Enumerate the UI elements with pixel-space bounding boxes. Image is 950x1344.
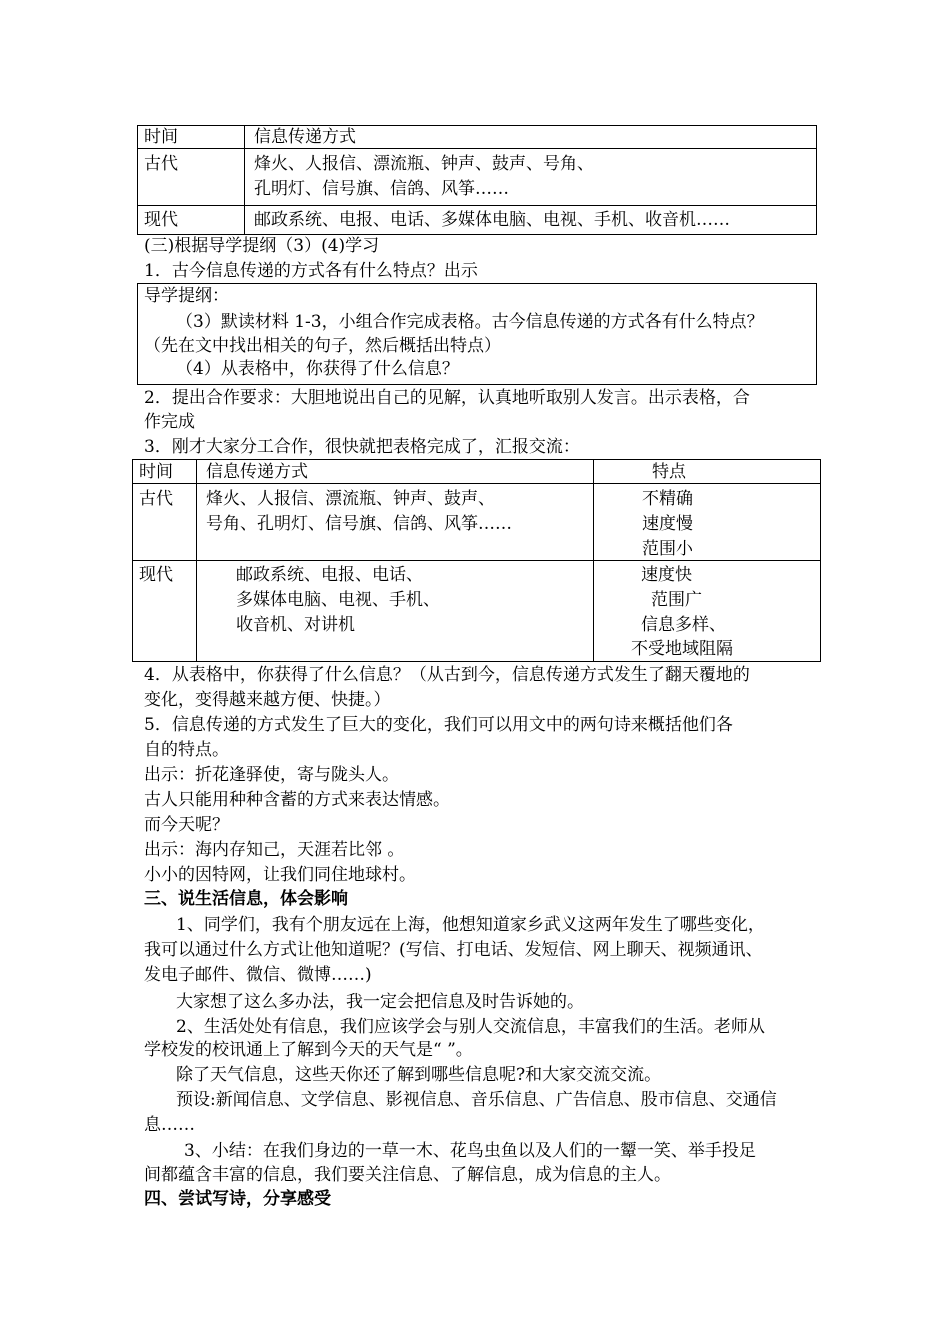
paragraph-1-line: 1、同学们，我有个朋友远在上海，他想知道家乡武义这两年发生了哪些变化， [176, 915, 765, 935]
paragraph-2c-line: 息…… [144, 1115, 195, 1135]
table-2-col-divider [593, 459, 594, 661]
guide-box-line: （先在文中找出相关的句子，然后概括出特点） [144, 336, 501, 356]
question-4-line: 变化，变得越来越方便、快捷。） [144, 690, 391, 710]
table-1-col-divider [244, 125, 245, 234]
table-2-modern-trait: 速度快 [641, 565, 692, 585]
table-2-ancient-method: 烽火、人报信、漂流瓶、钟声、鼓声、 [206, 489, 495, 509]
table-1-modern-line: 邮政系统、电报、电话、多媒体电脑、电视、手机、收音机…… [254, 210, 730, 230]
table-2-header-method: 信息传递方式 [206, 462, 308, 482]
paragraph-3-line: 3、小结：在我们身边的一草一木、花鸟虫鱼以及人们的一颦一笑、举手投足 [184, 1141, 756, 1161]
paragraph-1-line: 我可以通过什么方式让他知道呢？(写信、打电话、发短信、网上聊天、视频通讯、 [144, 940, 763, 960]
table-2-modern-label: 现代 [139, 565, 173, 585]
paragraph-2c-line: 预设:新闻信息、文学信息、影视信息、音乐信息、广告信息、股市信息、交通信 [176, 1090, 777, 1110]
table-1-ancient-line: 孔明灯、信号旗、信鸽、风筝…… [254, 179, 509, 199]
paragraph-1-line: 发电子邮件、微信、微博……) [144, 965, 372, 985]
guide-box-line: （3）默读材料 1-3，小组合作完成表格。古今信息传递的方式各有什么特点？ [176, 312, 764, 332]
table-2-modern-method: 多媒体电脑、电视、手机、 [236, 590, 440, 610]
table-1-row-divider [137, 205, 816, 206]
table-2-modern-trait: 不受地域阻隔 [631, 639, 733, 659]
paragraph-2b: 除了天气信息，这些天你还了解到哪些信息呢?和大家交流交流。 [176, 1065, 662, 1085]
table-1-header-time: 时间 [144, 127, 178, 147]
table-2-modern-trait: 范围广 [651, 590, 702, 610]
table-2-row-divider [132, 560, 820, 561]
table-2-ancient-label: 古代 [139, 489, 173, 509]
question-5-line: 5．信息传递的方式发生了巨大的变化，我们可以用文中的两句诗来概括他们各 [144, 715, 733, 735]
poem-show-2: 出示：海内存知己，天涯若比邻 。 [144, 840, 405, 860]
question-2-line: 作完成 [144, 412, 195, 432]
table-2-col-divider [196, 459, 197, 661]
table-2-row-divider [132, 483, 820, 484]
section-4-title: 四、尝试写诗，分享感受 [144, 1189, 331, 1209]
ancient-note: 古人只能用种种含蓄的方式来表达情感。 [144, 790, 450, 810]
paragraph-1b: 大家想了这么多办法，我一定会把信息及时告诉她的。 [176, 992, 584, 1012]
table-2-ancient-trait: 范围小 [642, 539, 693, 559]
table-2-header-trait: 特点 [652, 462, 686, 482]
paragraph-2-line: 2、生活处处有信息，我们应该学会与别人交流信息，丰富我们的生活。老师从 [176, 1017, 765, 1037]
section-3-title: 三、说生活信息，体会影响 [144, 889, 348, 909]
today-question: 而今天呢？ [144, 815, 229, 835]
question-2-line: 2．提出合作要求：大胆地说出自己的见解，认真地听取别人发言。出示表格，合 [144, 388, 750, 408]
table-2-modern-method: 收音机、对讲机 [236, 615, 355, 635]
section-study-heading: (三)根据导学提纲（3）(4)学习 [144, 236, 380, 256]
table-2-modern-method: 邮政系统、电报、电话、 [236, 565, 423, 585]
table-1-ancient-label: 古代 [144, 154, 178, 174]
guide-box-line: （4）从表格中，你获得了什么信息？ [176, 359, 459, 379]
question-3: 3．刚才大家分工合作，很快就把表格完成了，汇报交流： [144, 437, 580, 457]
table-1-row-divider [137, 148, 816, 149]
internet-line: 小小的因特网，让我们同住地球村。 [144, 865, 416, 885]
table-2-ancient-trait: 速度慢 [642, 514, 693, 534]
table-1-header-method: 信息传递方式 [254, 127, 356, 147]
paragraph-3-line: 间都蕴含丰富的信息，我们要关注信息、了解信息，成为信息的主人。 [144, 1165, 671, 1185]
guide-box-title: 导学提纲： [144, 286, 229, 306]
table-2-modern-trait: 信息多样、 [641, 615, 726, 635]
question-5-line: 自的特点。 [144, 740, 229, 760]
table-2-ancient-method: 号角、孔明灯、信号旗、信鸽、风筝…… [206, 514, 512, 534]
paragraph-2-line: 学校发的校讯通上了解到今天的天气是“ ”。 [144, 1040, 473, 1060]
table-2-header-time: 时间 [139, 462, 173, 482]
table-2-ancient-trait: 不精确 [642, 489, 693, 509]
poem-show-1: 出示：折花逢驿使，寄与陇头人。 [144, 765, 399, 785]
question-4-line: 4．从表格中，你获得了什么信息？（从古到今，信息传递方式发生了翻天覆地的 [144, 665, 750, 685]
table-1-ancient-line: 烽火、人报信、漂流瓶、钟声、鼓声、号角、 [254, 154, 594, 174]
table-1-modern-label: 现代 [144, 210, 178, 230]
question-1: 1．古今信息传递的方式各有什么特点？出示 [144, 261, 478, 281]
